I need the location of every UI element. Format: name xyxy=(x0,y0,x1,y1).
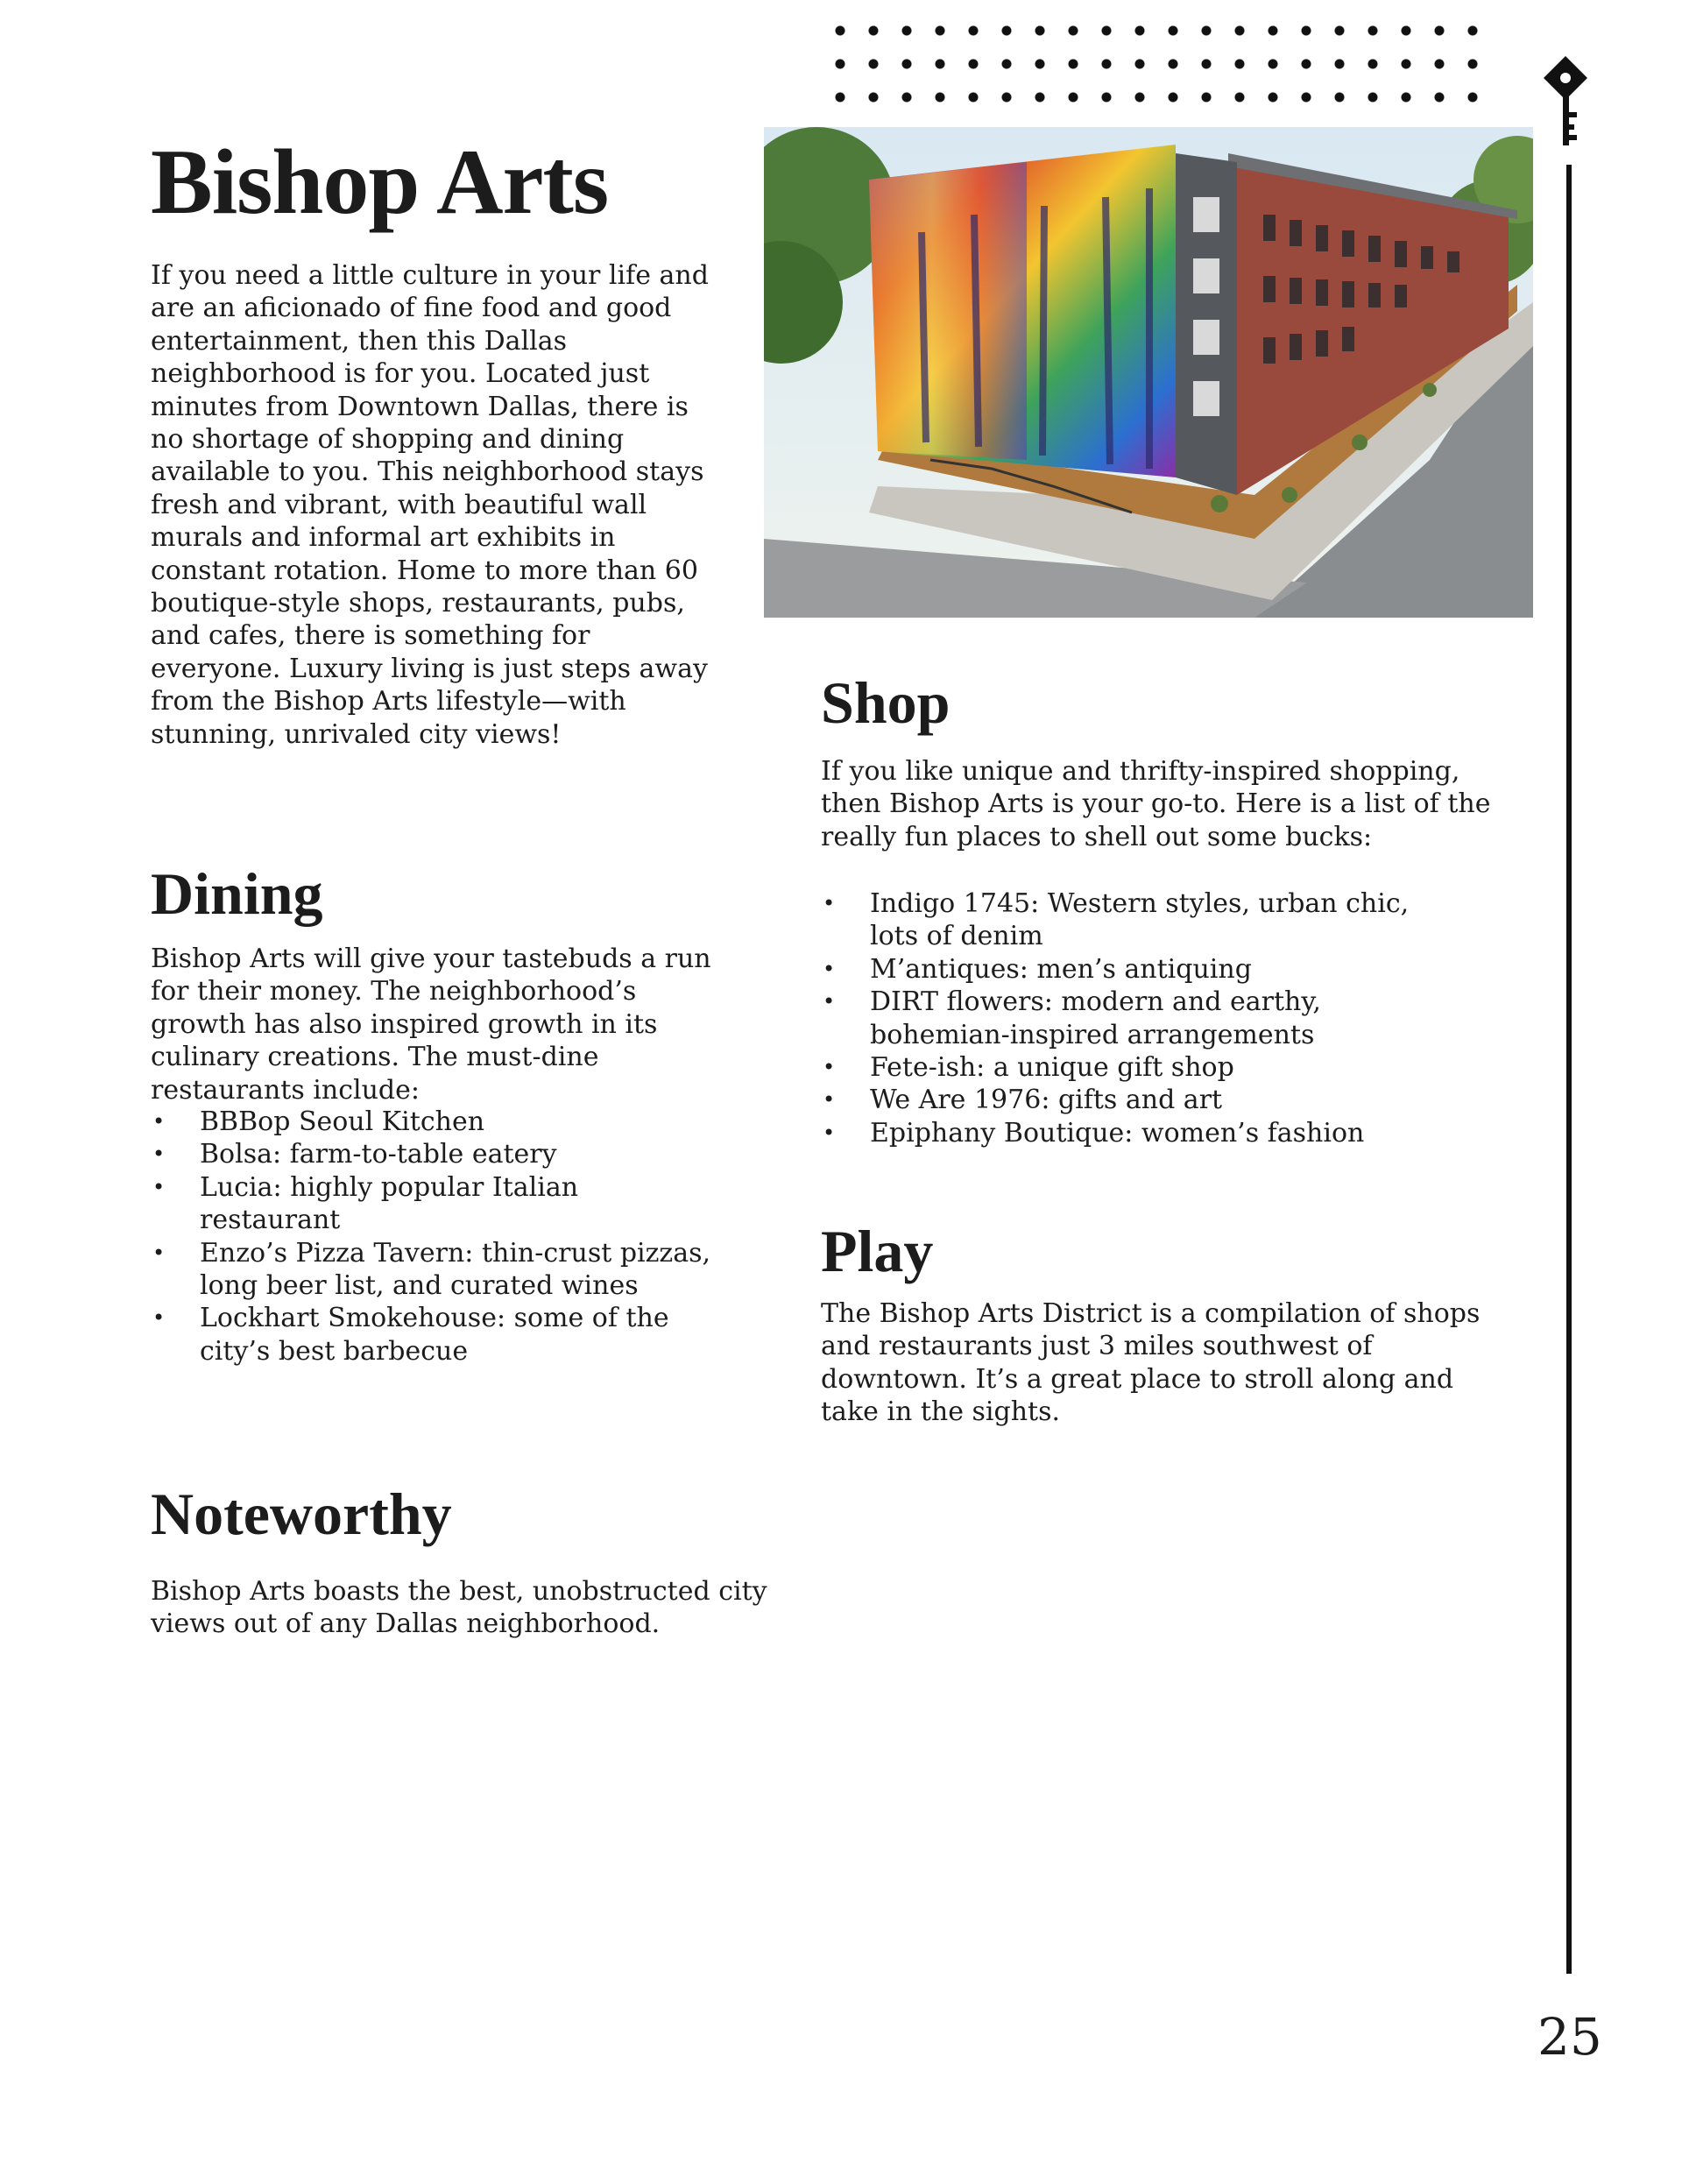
bishop-arts-mural-photo xyxy=(764,127,1533,618)
list-item: • Lucia: highly popular Italian restaurant xyxy=(151,1171,711,1237)
shop-list xyxy=(821,887,1460,1149)
list-item: • M’antiques: men’s antiquing xyxy=(821,953,1460,986)
list-item: • Lockhart Smokehouse: some of the city’s best barbecue xyxy=(151,1302,711,1368)
shop-heading: Shop xyxy=(821,669,951,736)
dining-heading: Dining xyxy=(151,860,323,927)
list-item: • Epiphany Boutique: women’s fashion xyxy=(821,1117,1460,1149)
page-title: Bishop Arts xyxy=(151,131,609,233)
noteworthy-text: Bishop Arts boasts the best, unobstructed city views out of any Dallas neighborhood. xyxy=(151,1576,767,1640)
dot-pattern xyxy=(823,14,1481,110)
list-item: • Fete-ish: a unique gift shop xyxy=(821,1051,1460,1084)
page-number: 25 xyxy=(1537,2007,1602,2067)
list-item: • Enzo’s Pizza Tavern: thin-crust pizzas, long beer list, and curated wines xyxy=(151,1237,711,1303)
dining-list xyxy=(151,1106,711,1368)
play-heading: Play xyxy=(821,1218,934,1284)
list-item: • Bolsa: farm-to-table eatery xyxy=(151,1138,711,1170)
list-item: • DIRT flowers: modern and earthy, bohemian-inspired arrangements xyxy=(821,986,1460,1051)
key-icon xyxy=(1540,54,1591,149)
list-item: • We Are 1976: gifts and art xyxy=(821,1084,1460,1116)
dining-text: Bishop Arts will give your tastebuds a run for their money. The neighborhood’s growth has also inspired growth in its culinary creations. The must-dine restaurants include: xyxy=(151,944,711,1106)
list-item: • Indigo 1745: Western styles, urban chic, lots of denim xyxy=(821,887,1460,953)
noteworthy-heading: Noteworthy xyxy=(151,1481,452,1547)
vertical-rule xyxy=(1566,165,1572,1974)
play-text: The Bishop Arts District is a compilation of shops and restaurants just 3 miles southwest of downtown. It’s a great place to stroll along and take in the sights. xyxy=(821,1298,1481,1428)
shop-text: If you like unique and thrifty-inspired shopping, then Bishop Arts is your go-to. Here is a list of the really fun places to shell out some bucks: xyxy=(821,756,1491,852)
intro-paragraph: If you need a little culture in your life and are an aficionado of fine food and good entertainment, then this Dallas neighborhood is for you. Located just minutes from Downtown Dallas, there is no shortage of shopping and dining available to you. This neighborhood stays fresh and vibrant, with beautiful wall murals and informal art exhibits in constant rotation. Home to more than 60 boutique-style shops, restaurants, pubs, and cafes, there is something for everyone. Luxury living is just steps away from the Bishop Arts lifestyle—with stunning, unrivaled city views! xyxy=(151,260,709,750)
list-item: • BBBop Seoul Kitchen xyxy=(151,1106,711,1138)
